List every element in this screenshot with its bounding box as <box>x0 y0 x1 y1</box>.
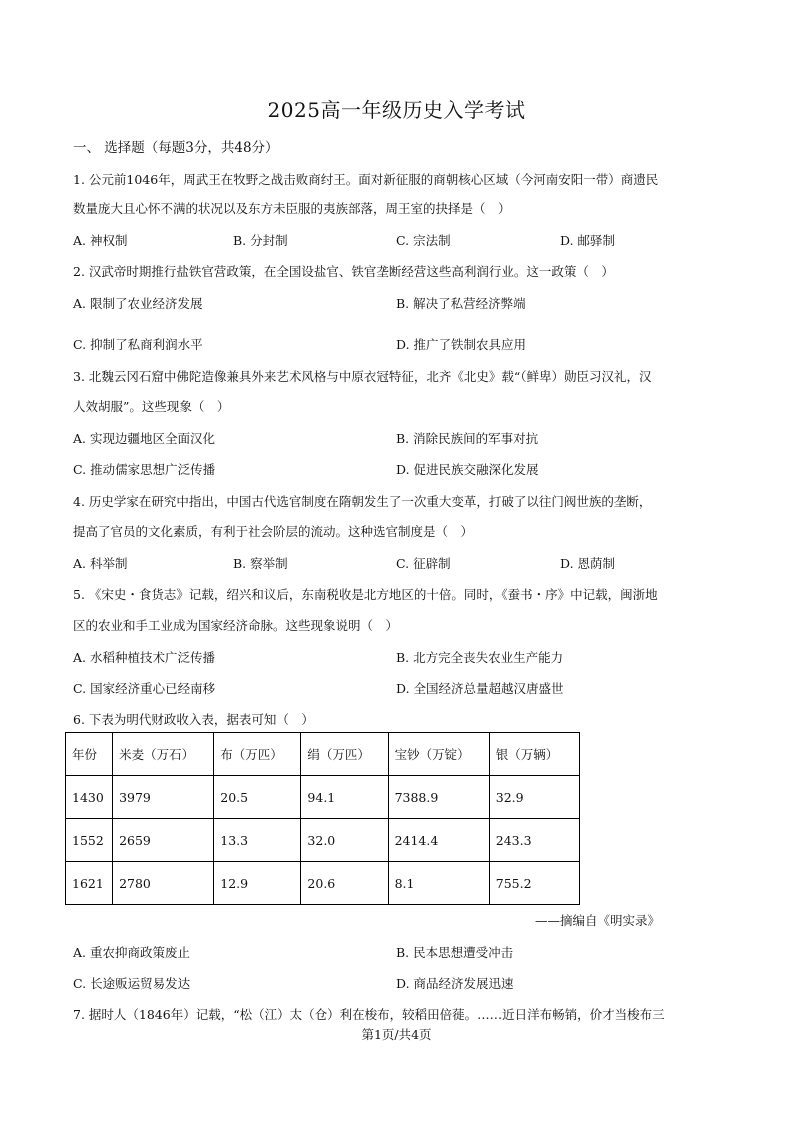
table-cell: 20.6 <box>301 862 388 905</box>
question-5-line-2: 区的农业和手工业成为国家经济命脉。这些现象说明（ ） <box>73 618 399 633</box>
q6-option-d: D. 商品经济发展迅速 <box>396 976 514 991</box>
table-cell: 1621 <box>66 862 113 905</box>
page-footer: 第1页/共4页 <box>361 1027 432 1042</box>
q4-option-a: A. 科举制 <box>73 556 128 571</box>
q4-option-b: B. 察举制 <box>233 556 288 571</box>
table-header-row <box>66 733 580 776</box>
q2-option-c: C. 抑制了私商利润水平 <box>73 337 203 352</box>
table-cell: 20.5 <box>214 776 301 819</box>
revenue-table <box>65 732 580 905</box>
table-row <box>66 819 580 862</box>
q1-option-a: A. 神权制 <box>73 233 128 248</box>
q6-option-c: C. 长途贩运贸易发达 <box>73 976 191 991</box>
q1-option-c: C. 宗法制 <box>396 233 451 248</box>
question-7-line-1: 7. 据时人（1846年）记载，“松（江）太（仓）利在梭布，较稻田倍蓰。……近日洋布畅销，价才当梭布三 <box>73 1007 665 1022</box>
q3-option-a: A. 实现边疆地区全面汉化 <box>73 431 215 446</box>
table-cell: 94.1 <box>301 776 388 819</box>
q5-option-c: C. 国家经济重心已经南移 <box>73 681 216 696</box>
table-row <box>66 862 580 905</box>
q1-option-b: B. 分封制 <box>233 233 288 248</box>
q2-option-a: A. 限制了农业经济发展 <box>73 296 203 311</box>
table-cell: 32.0 <box>301 819 388 862</box>
table-cell: 243.3 <box>489 819 579 862</box>
q6-option-b: B. 民本思想遭受冲击 <box>396 945 514 960</box>
table-cell: 12.9 <box>214 862 301 905</box>
table-header-cell: 银（万辆） <box>489 733 579 776</box>
table-cell: 3979 <box>113 776 214 819</box>
question-4-line-1: 4. 历史学家在研究中指出，中国古代选官制度在隋朝发生了一次重大变革，打破了以往门阀世族的垄断， <box>73 494 652 509</box>
table-cell: 8.1 <box>388 862 489 905</box>
q5-option-d: D. 全国经济总量超越汉唐盛世 <box>396 681 564 696</box>
question-1-line-2: 数量庞大且心怀不满的状况以及东方未臣服的夷族部落，周王室的抉择是（ ） <box>73 201 511 216</box>
q3-option-d: D. 促进民族交融深化发展 <box>396 462 539 477</box>
q3-option-c: C. 推动儒家思想广泛传播 <box>73 462 216 477</box>
q2-option-b: B. 解决了私营经济弊端 <box>396 296 526 311</box>
table-source: ——摘编自《明实录》 <box>534 913 660 928</box>
question-5-line-1: 5. 《宋史・食货志》记载，绍兴和议后，东南税收是北方地区的十倍。同时，《蚕书・序》中记载，闽浙地 <box>73 587 658 602</box>
question-6-line-1: 6. 下表为明代财政收入表，据表可知（ ） <box>73 712 314 727</box>
q3-option-b: B. 消除民族间的军事对抗 <box>396 431 539 446</box>
q4-option-c: C. 征辟制 <box>396 556 451 571</box>
table-cell: 32.9 <box>489 776 579 819</box>
table-cell: 2659 <box>113 819 214 862</box>
table-header-cell: 年份 <box>66 733 113 776</box>
question-3-line-1: 3. 北魏云冈石窟中佛陀造像兼具外来艺术风格与中原衣冠特征，北齐《北史》载“（鲜卑）勋臣习汉礼，汉 <box>73 369 652 384</box>
q4-option-d: D. 恩荫制 <box>560 556 616 571</box>
table-header-cell: 米麦（万石） <box>113 733 214 776</box>
table-cell: 1552 <box>66 819 113 862</box>
table-cell: 13.3 <box>214 819 301 862</box>
table-header-cell: 绢（万匹） <box>301 733 388 776</box>
table-cell: 755.2 <box>489 862 579 905</box>
exam-title: 2025高一年级历史入学考试 <box>267 98 526 122</box>
q5-option-a: A. 水稻种植技术广泛传播 <box>73 650 215 665</box>
table-cell: 7388.9 <box>388 776 489 819</box>
question-4-line-2: 提高了官员的文化素质，有利于社会阶层的流动。这种选官制度是（ ） <box>73 524 474 539</box>
question-1-line-1: 1. 公元前1046年，周武王在牧野之战击败商纣王。面对新征服的商朝核心区域（今河南安阳一带）商遗民 <box>73 172 659 187</box>
q5-option-b: B. 北方完全丧失农业生产能力 <box>396 650 564 665</box>
table-cell: 1430 <box>66 776 113 819</box>
q1-option-d: D. 邮驿制 <box>560 233 616 248</box>
table-row <box>66 776 580 819</box>
question-2-line-1: 2. 汉武帝时期推行盐铁官营政策，在全国设盐官、铁官垄断经营这些高利润行业。这一政策（ ） <box>73 264 614 279</box>
section-heading: 一、 选择题（每题3分，共48分） <box>73 140 279 156</box>
table-header-cell: 宝钞（万锭） <box>388 733 489 776</box>
table-cell: 2414.4 <box>388 819 489 862</box>
table-cell: 2780 <box>113 862 214 905</box>
table-header-cell: 布（万匹） <box>214 733 301 776</box>
q6-option-a: A. 重农抑商政策废止 <box>73 945 190 960</box>
question-3-line-2: 人效胡服”。这些现象（ ） <box>73 399 230 414</box>
q2-option-d: D. 推广了铁制农具应用 <box>396 337 527 352</box>
